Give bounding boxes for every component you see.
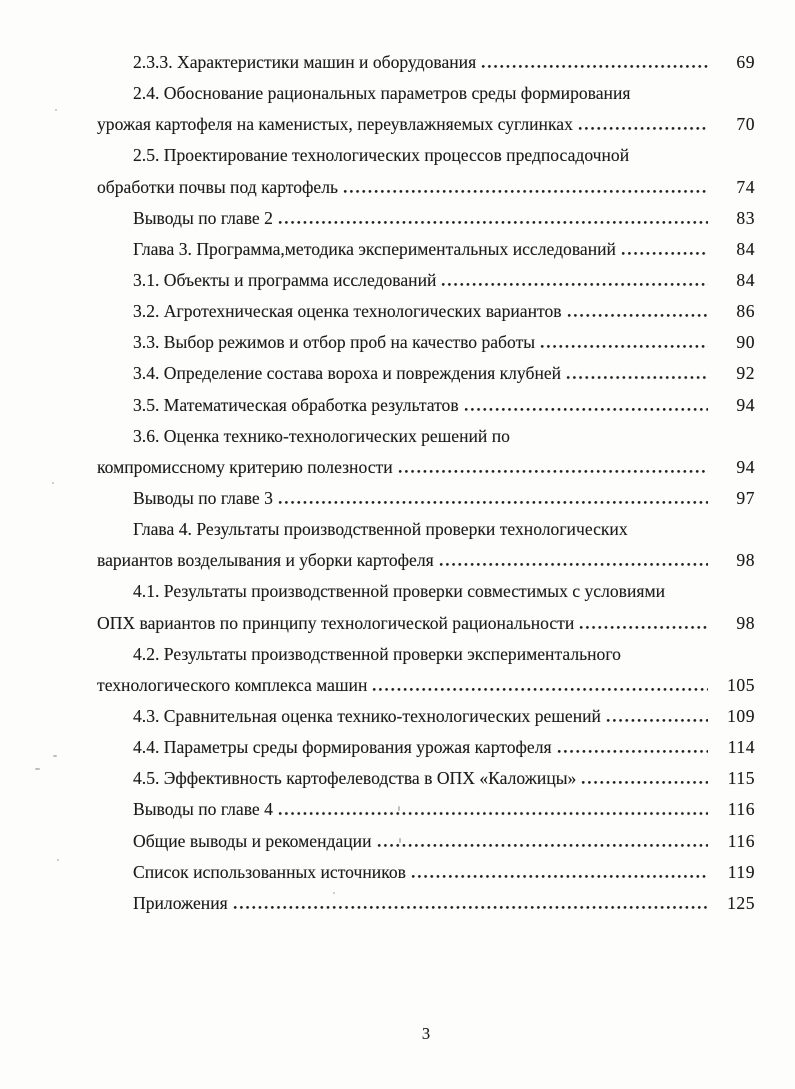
toc-entry-text: 2.4. Обоснование рациональных параметров среды формирования bbox=[133, 83, 631, 104]
dot-leader bbox=[581, 763, 708, 794]
toc-page-number: 97 bbox=[736, 487, 755, 508]
scan-speck bbox=[333, 892, 335, 894]
toc-page-number: 94 bbox=[736, 394, 755, 415]
toc-page-number: 83 bbox=[736, 207, 755, 228]
toc-line bbox=[97, 358, 755, 389]
dot-leader bbox=[464, 390, 708, 421]
toc-page-number: 116 bbox=[727, 799, 755, 820]
toc-page-number: 116 bbox=[727, 830, 755, 851]
toc-page-number: 105 bbox=[727, 674, 755, 695]
toc-page-number: 90 bbox=[736, 332, 755, 353]
toc-line bbox=[97, 483, 755, 514]
toc-page-number: 94 bbox=[736, 456, 755, 477]
toc-entry-text: 3.1. Объекты и программа исследований bbox=[133, 269, 437, 290]
toc-entry-text: Список использованных источников bbox=[133, 861, 406, 882]
dot-leader bbox=[278, 203, 708, 234]
toc-page-number: 98 bbox=[736, 612, 755, 633]
toc-entry-text: 4.1. Результаты производственной проверки совместимых с условиями bbox=[133, 581, 666, 602]
toc-entry-text: 3.6. Оценка технико-технологических решений по bbox=[133, 425, 510, 446]
dot-leader bbox=[557, 732, 708, 763]
toc-entry-text: 4.5. Эффективность картофелеводства в ОПХ «Каложицы» bbox=[133, 768, 577, 789]
scan-speck bbox=[53, 755, 57, 757]
dot-leader bbox=[579, 608, 708, 639]
toc-line bbox=[97, 763, 755, 794]
scan-speck bbox=[57, 859, 59, 861]
dot-leader bbox=[566, 358, 708, 389]
toc-line bbox=[97, 452, 755, 483]
toc-entry-text: 4.3. Сравнительная оценка технико-технологических решений bbox=[133, 705, 601, 726]
toc-line bbox=[97, 234, 755, 265]
toc-line bbox=[97, 670, 755, 701]
dot-leader bbox=[372, 670, 708, 701]
toc-page-number: 115 bbox=[727, 768, 755, 789]
toc-entry-text: Приложения bbox=[133, 892, 228, 913]
toc-entry-text: 2.3.3. Характеристики машин и оборудования bbox=[133, 52, 477, 72]
toc-page-number: 98 bbox=[736, 550, 755, 571]
dot-leader bbox=[377, 826, 708, 857]
dot-leader bbox=[567, 296, 708, 327]
dot-leader bbox=[606, 701, 708, 732]
dot-leader bbox=[343, 172, 708, 203]
toc-page-number: 86 bbox=[736, 301, 755, 322]
toc-page-number: 92 bbox=[736, 363, 755, 384]
dot-leader bbox=[441, 265, 708, 296]
toc-page-number: 84 bbox=[736, 238, 755, 259]
toc-line bbox=[97, 327, 755, 358]
toc-page-number: 109 bbox=[727, 705, 755, 726]
toc-entry-text: компромиссному критерию полезности bbox=[97, 456, 393, 477]
dot-leader bbox=[278, 794, 708, 825]
toc-line bbox=[97, 421, 755, 452]
toc-line bbox=[97, 47, 755, 78]
toc-line bbox=[97, 888, 755, 919]
toc-entry-text: Глава 4. Результаты производственной проверки технологических bbox=[133, 519, 628, 540]
toc-entry-text: урожая картофеля на каменистых, переувлажняемых суглинках bbox=[97, 114, 573, 135]
dot-leader bbox=[233, 888, 708, 919]
scan-speck bbox=[398, 806, 400, 811]
dot-leader bbox=[481, 47, 708, 78]
toc-line bbox=[97, 203, 755, 234]
toc-entry-text: Выводы по главе 3 bbox=[133, 487, 273, 508]
dot-leader bbox=[398, 452, 708, 483]
toc-line bbox=[97, 608, 755, 639]
toc-line bbox=[97, 109, 755, 140]
scan-speck bbox=[35, 768, 40, 770]
dot-leader bbox=[278, 483, 708, 514]
scan-speck bbox=[399, 838, 401, 843]
toc-entry-text: 3.3. Выбор режимов и отбор проб на качество работы bbox=[133, 332, 536, 353]
toc-page-number: 125 bbox=[727, 892, 755, 913]
toc-line bbox=[97, 514, 755, 545]
toc-page-number: 84 bbox=[736, 269, 755, 290]
toc-line bbox=[97, 265, 755, 296]
toc-line bbox=[97, 296, 755, 327]
toc-line bbox=[97, 78, 755, 109]
toc-entry-text: 3.4. Определение состава вороха и повреждения клубней bbox=[133, 363, 562, 384]
toc-entry-text: технологического комплекса машин bbox=[97, 674, 368, 695]
toc-entry-text: Глава 3. Программа,методика экспериментальных исследований bbox=[133, 238, 616, 259]
toc-line bbox=[97, 545, 755, 576]
toc-page-number: 119 bbox=[727, 861, 755, 882]
toc-entry-text: обработки почвы под картофель bbox=[97, 176, 339, 197]
dot-leader bbox=[439, 545, 708, 576]
dot-leader bbox=[621, 234, 708, 265]
toc-entry-text: Выводы по главе 2 bbox=[133, 207, 273, 228]
toc-line bbox=[97, 140, 755, 171]
toc-page-number: 74 bbox=[736, 176, 755, 197]
toc-entry-text: 3.5. Математическая обработка результатов bbox=[133, 394, 459, 415]
toc-line bbox=[97, 794, 755, 825]
toc-page-number: 69 bbox=[736, 52, 755, 72]
toc-line bbox=[97, 826, 755, 857]
toc-page-number: 114 bbox=[727, 737, 755, 758]
toc-line bbox=[97, 172, 755, 203]
dot-leader bbox=[578, 109, 708, 140]
toc-page-number: 70 bbox=[736, 114, 755, 135]
dot-leader bbox=[540, 327, 708, 358]
toc-line bbox=[97, 701, 755, 732]
table-of-contents bbox=[97, 47, 755, 919]
toc-line bbox=[97, 639, 755, 670]
toc-entry-text: ОПХ вариантов по принципу технологической рациональности bbox=[97, 612, 575, 633]
page-number: 3 bbox=[421, 1024, 431, 1043]
toc-entry-text: Общие выводы и рекомендации bbox=[133, 830, 372, 851]
toc-entry-text: 2.5. Проектирование технологических процессов предпосадочной bbox=[133, 145, 630, 166]
toc-entry-text: 3.2. Агротехническая оценка технологических вариантов bbox=[133, 301, 562, 322]
toc-entry-text: вариантов возделывания и уборки картофеля bbox=[97, 550, 434, 571]
scan-speck bbox=[55, 109, 57, 111]
toc-entry-text: Выводы по главе 4 bbox=[133, 799, 273, 820]
toc-line bbox=[97, 576, 755, 607]
toc-line bbox=[97, 732, 755, 763]
scan-speck bbox=[52, 482, 54, 484]
toc-entry-text: 4.4. Параметры среды формирования урожая картофеля bbox=[133, 737, 552, 758]
toc-line bbox=[97, 390, 755, 421]
toc-line bbox=[97, 857, 755, 888]
toc-entry-text: 4.2. Результаты производственной проверки экспериментального bbox=[133, 643, 621, 664]
dot-leader bbox=[411, 857, 708, 888]
